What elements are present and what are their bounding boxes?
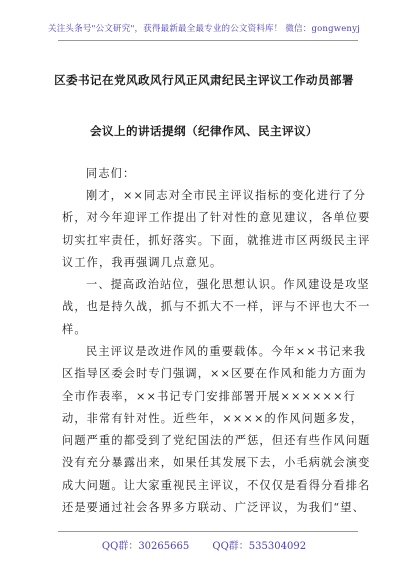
paragraph-line: 全市作表率，××书记专门安排部署开展××××××行	[62, 389, 356, 403]
paragraph-line: 战，也是持久战，抓与不抓大不一样，评与不评也大不一	[62, 300, 371, 314]
paragraph-line: 样。	[62, 322, 87, 336]
paragraph-line: 还是要通过社会各界多方联动、广泛评议，为我们“望、	[62, 501, 365, 515]
footer-qq-group-2: QQ群：535304092	[212, 541, 307, 552]
paragraph-line: 区指导区委会时专门强调，××区要在作风和能力方面为	[62, 367, 367, 381]
paragraph-line: 民主评议是改进作风的重要载体。今年××书记来我	[86, 345, 367, 358]
header-banner: 关注头条号"公文研究"，获得最新最全最专业的公文资料库！ 微信：gongwenyj	[48, 24, 360, 34]
paragraph-line: 一、提高政治站位，强化思想认识。作风建设是攻坚	[86, 278, 370, 291]
paragraph-line: 问题严重的都受到了党纪国法的严惩，但还有些作风问题	[62, 434, 371, 448]
salutation-text: 同志们：	[86, 167, 136, 180]
paragraph-1	[62, 185, 371, 274]
paragraph-line: 议工作，我再强调几点意见。	[62, 255, 223, 269]
paragraph-line: 切实扛牢责任，抓好落实。下面，就推进市区两级民主评	[62, 233, 371, 247]
footer-qq-group-1: QQ群：30265665	[101, 541, 190, 552]
paragraph-line: 成大问题。让大家重视民主评议，不仅仅是看得分看排名	[62, 478, 371, 492]
paragraph-line: 刚才，××同志对全市民主评议指标的变化进行了分	[86, 189, 367, 202]
paragraph-line: 没有充分暴露出来，如果任其发展下去，小毛病就会演变	[62, 456, 371, 470]
paragraph-line: 动，非常有针对性。近些年，××××的作风问题多发，	[62, 411, 364, 425]
paragraph-2	[62, 274, 371, 341]
footer-divider	[58, 531, 358, 532]
footer	[0, 537, 408, 552]
document-title-line-2: 会议上的讲话提纲（纪律作风、民主评议）	[90, 124, 318, 138]
salutation	[86, 163, 374, 185]
document-title-line-1: 区委书记在党风政风行风正风肃纪民主评议工作动员部署	[54, 73, 354, 87]
header-divider	[58, 40, 358, 41]
paragraph-3	[62, 341, 371, 519]
paragraph-line: 析，对今年迎评工作提出了针对性的意见建议，各单位要	[62, 211, 371, 225]
